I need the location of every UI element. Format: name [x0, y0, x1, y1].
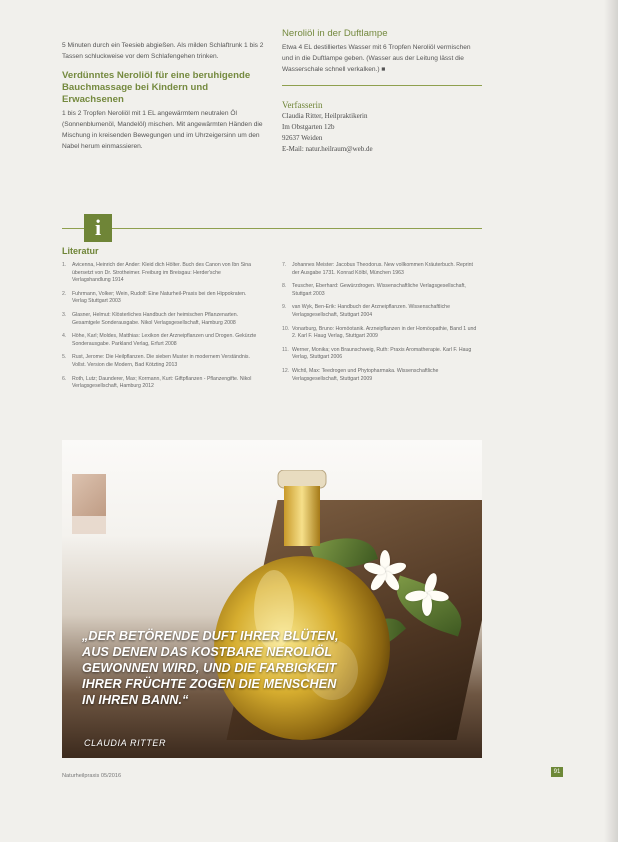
info-divider — [62, 228, 482, 229]
info-bar — [62, 214, 482, 242]
literature-text: Teuscher, Eberhard: Gewürzdrogen. Wissenschaftliche Verlagsgesellschaft, Stuttgart 2003 — [292, 283, 466, 297]
publication-footer: Naturheilpraxis 05/2016 — [62, 773, 122, 779]
literature-text: Vonarburg, Bruno: Homöotanik. Arzneipflanzen in der Homöopathie, Band 1 und 2. Karl F. Haug Verlag, Stuttgart 2009 — [292, 325, 477, 340]
duftlampe-paragraph: Etwa 4 EL destilliertes Wasser mit 6 Tropfen Neroliöl vermischen und in die Duftlampe geben. (Wasser aus der Leitung lässt die Wasserschale schnell verkalken.) ■ — [282, 44, 471, 73]
section-divider — [282, 85, 482, 86]
literature-item — [62, 291, 260, 306]
literature-item — [62, 312, 260, 327]
literature-item — [282, 262, 480, 277]
literature-number: 9. — [282, 304, 287, 311]
quote-line: GEWONNEN WIRD, UND DIE FARBIGKEIT — [82, 661, 337, 675]
literature-number: 6. — [62, 375, 67, 382]
literature-text: Rust, Jerome: Die Heilpflanzen. Die sieben Muster in modernem Verständnis. Vollst. Version die Modern, Bad Kötzting 2013 — [72, 354, 250, 368]
literature-left-column — [62, 262, 260, 397]
literature-number: 8. — [282, 283, 287, 290]
literature-number: 10. — [282, 325, 290, 332]
pull-quote — [82, 628, 382, 708]
left-column — [62, 40, 266, 152]
quote-author: CLAUDIA RITTER — [84, 738, 167, 748]
author-name: Claudia Ritter, Heilpraktikerin — [282, 112, 368, 120]
literature-item — [282, 368, 480, 383]
page-number: 91 — [551, 767, 563, 777]
literature-text: Fuhrmann, Volker; Wein, Rudolf: Eine Naturheil-Praxis bei den Hippokraten. Verlag Stuttgart 2003 — [72, 290, 247, 305]
author-city: 92637 Weiden — [282, 134, 323, 142]
info-icon: i — [84, 214, 112, 242]
literature-item — [282, 304, 480, 319]
literature-text: Avicenna, Heinrich der Ander: Kleid dich Hölter. Buch des Canon von Ibn Sina übersetzt von Dr. Strotheimer. Freiburg im Breisgau: Herder'sche Verlagshandlung 1914 — [72, 262, 251, 284]
author-heading: Verfasserin — [282, 100, 323, 110]
literature-number: 11. — [282, 346, 289, 353]
literature-text: Höhe, Karl; Moldes, Matthias: Lexikon der Arzneipflanzen und Drogen. Gekürzte Sonderausgabe. Parkland Verlag, Erfurt 2008 — [72, 333, 257, 347]
literature-number: 1. — [62, 262, 67, 268]
literature-title: Literatur — [62, 246, 99, 256]
literature-item — [62, 354, 260, 369]
literature-item — [282, 283, 480, 298]
literature-item — [62, 376, 260, 391]
massage-heading: Verdünntes Neroliöl für eine beruhigende Bauchmassage bei Kindern und Erwachsenen — [62, 70, 251, 105]
literature-text: Johannes Meister: Jacobus Theodorus. New vollkommen Kräuterbuch. Reprint der Ausgabe 1731. Konrad Kölbl, München 1963 — [292, 262, 473, 276]
literature-number: 4. — [62, 333, 67, 340]
literature-number: 2. — [62, 290, 67, 297]
literature-item — [62, 262, 260, 285]
literature-number: 3. — [62, 311, 67, 318]
literature-text: Werner, Monika; von Braunschweig, Ruth: Praxis Aromatherapie. Karl F. Haug Verlag, Stuttgart 2006 — [292, 346, 472, 361]
literature-item — [62, 333, 260, 348]
quote-line: AUS DENEN DAS KOSTBARE NEROLIÖL — [82, 645, 333, 659]
massage-paragraph: 1 bis 2 Tropfen Neroliöl mit 1 EL angewärmtem neutralen Öl (Sonnenblumenöl, Mandelöl) mischen. Mit angewärmten Händen die Mischung in kreisenden Bewegungen und im Uhrzeigersinn um den Nabel herum einmassieren. — [62, 110, 263, 150]
quote-line: IHRER FRÜCHTE ZOGEN DIE MENSCHEN — [82, 677, 337, 691]
quote-line: IN IHREN BANN.“ — [82, 693, 189, 707]
literature-item — [282, 326, 480, 341]
literature-item — [282, 347, 480, 362]
literature-text: van Wyk, Ben-Erik: Handbuch der Arzneipflanzen. Wissenschaftliche Verlagsgesellschaft, Stuttgart 2004 — [292, 304, 450, 318]
literature-text: Wichtl, Max: Teedrogen und Phytopharmaka. Wissenschaftliche Verlagsgesellschaft, Stuttgart 2009 — [292, 367, 439, 382]
duftlampe-heading: Neroliöl in der Duftlampe — [282, 28, 388, 39]
quote-line: „DER BETÖRENDE DUFT IHRER BLÜTEN, — [82, 629, 339, 643]
literature-number: 7. — [282, 262, 287, 268]
literature-number: 12. — [282, 367, 290, 374]
literature-right-column — [282, 262, 480, 389]
neroli-oil-photo — [62, 440, 482, 758]
decorative-tile — [72, 516, 106, 534]
literature-number: 5. — [62, 354, 67, 361]
literature-text: Glasner, Helmut: Klösterliches Handbuch der heimischen Pflanzenarten. Gesamtgele Sonderausgabe. Nikol Verlagsgesellschaft, Hamburg 2008 — [72, 311, 239, 326]
author-street: Im Obstgarten 12b — [282, 123, 335, 131]
decorative-tile — [72, 474, 106, 516]
author-email: E-Mail: natur.heilraum@web.de — [282, 145, 373, 153]
intro-paragraph: 5 Minuten durch ein Teesieb abgießen. Als milden Schlaftrunk 1 bis 2 Tassen schluckweise vor dem Schlafengehen trinken. — [62, 42, 264, 60]
literature-text: Roth, Lutz; Daunderer, Max; Kormann, Kurt: Giftpflanzen - Pflanzengifte. Nikol Verlagsgesellschaft, Hamburg 2012 — [72, 375, 252, 390]
right-column — [282, 28, 482, 155]
